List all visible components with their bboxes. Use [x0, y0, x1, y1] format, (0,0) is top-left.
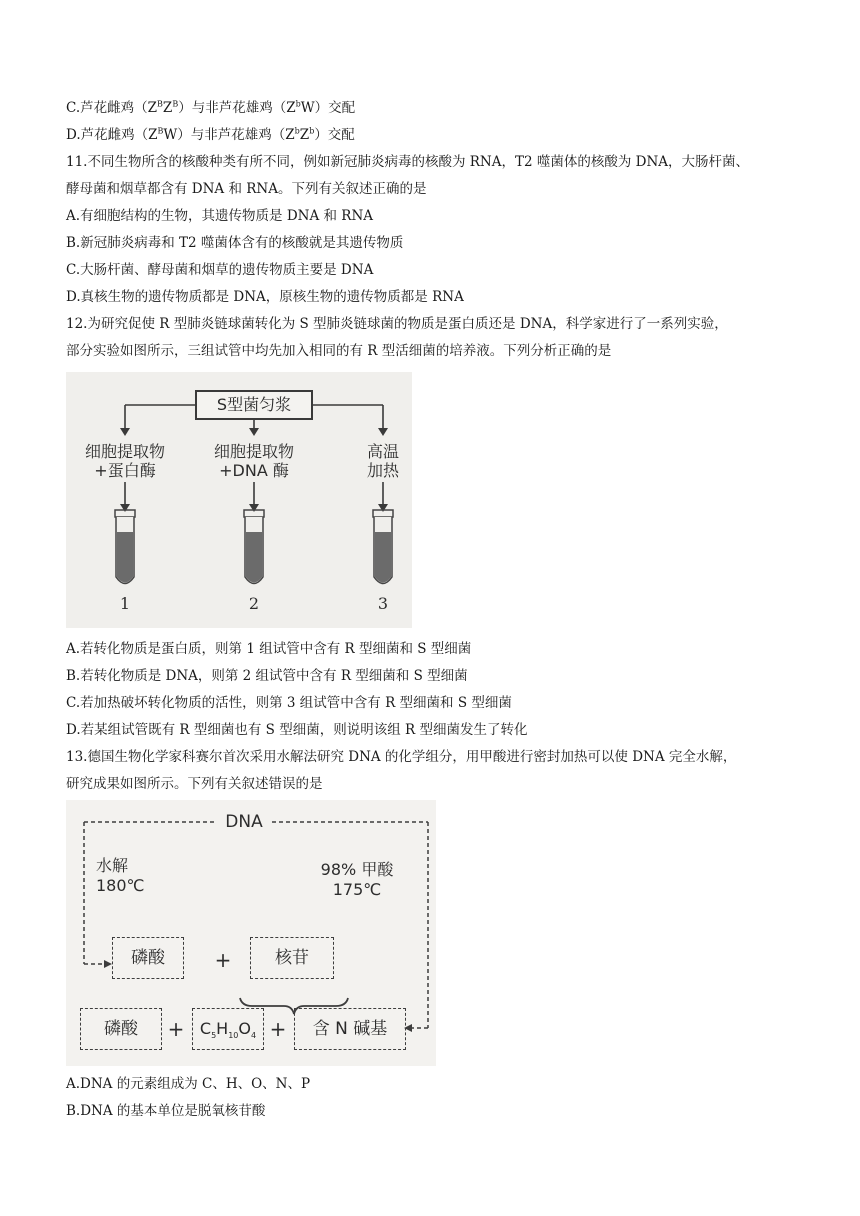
test-tube-3 [373, 510, 393, 584]
s-type-homogenate-box: S型菌匀浆 [195, 390, 313, 420]
question-12-stem-line2: 部分实验如图所示，三组试管中均先加入相同的有 R 型活细菌的培养液。下列分析正确的是 [66, 343, 612, 359]
phosphate-box-bottom: 磷酸 [80, 1008, 162, 1050]
plus-sign-3: + [269, 1017, 287, 1041]
deoxyribose-formula-box: $C_5H_{10}O_4$ [192, 1008, 264, 1050]
tube-3-number: 3 [377, 594, 389, 613]
hydrolysis-condition-right: 98% 甲酸 175℃ [320, 860, 394, 899]
option-b-q11: B.新冠肺炎病毒和 T2 噬菌体含有的核酸就是其遗传物质 [66, 235, 404, 251]
option-c-q10: C.芦花雌鸡$(Z^BZ^B)$与非芦花雄鸡$(Z^bW)$交配 [66, 99, 356, 116]
hydrolysis-condition-left: 水解 180℃ [96, 856, 145, 895]
plus-sign-1: + [214, 948, 232, 972]
tube-2-number: 2 [248, 594, 260, 613]
dna-label: DNA [225, 812, 263, 832]
test-tube-2 [244, 510, 264, 584]
tube-1-number: 1 [119, 594, 131, 613]
question-13-stem-line2: 研究成果如图所示。下列有关叙述错误的是 [66, 776, 323, 792]
test-tube-1 [115, 510, 135, 584]
nitrogenous-base-box: 含 N 碱基 [294, 1008, 406, 1050]
plus-sign-2: + [167, 1017, 185, 1041]
option-c-q12: C.若加热破坏转化物质的活性，则第 3 组试管中含有 R 型细菌和 S 型细菌 [66, 695, 512, 711]
group-3-label: 高温 加热 [366, 442, 399, 480]
option-c-q11: C.大肠杆菌、酵母菌和烟草的遗传物质主要是 DNA [66, 262, 374, 278]
group-1-label: 细胞提取物 +蛋白酶 [84, 442, 165, 480]
option-a-q13: A.DNA 的元素组成为 C、H、O、N、P [66, 1076, 311, 1092]
option-d-q12: D.若某组试管既有 R 型细菌也有 S 型细菌，则说明该组 R 型细菌发生了转化 [66, 722, 528, 738]
option-d-q10: D.芦花雌鸡$(Z^BW)$与非芦花雄鸡$(Z^bZ^b)$交配 [66, 126, 355, 143]
option-b-q13: B.DNA 的基本单位是脱氧核苷酸 [66, 1103, 266, 1119]
figure-transformation-experiment [66, 372, 412, 628]
option-b-q12: B.若转化物质是 DNA，则第 2 组试管中含有 R 型细菌和 S 型细菌 [66, 668, 468, 684]
option-a-q11: A.有细胞结构的生物，其遗传物质是 DNA 和 RNA [66, 208, 374, 224]
figure-dna-hydrolysis [66, 800, 436, 1066]
option-a-q12: A.若转化物质是蛋白质，则第 1 组试管中含有 R 型细菌和 S 型细菌 [66, 641, 472, 657]
phosphate-box-top: 磷酸 [112, 937, 184, 979]
question-13-stem-line1: 13.德国生物化学家科赛尔首次采用水解法研究 DNA 的化学组分，用甲酸进行密封加热可以使 DNA 完全水解， [66, 749, 737, 765]
nucleoside-box: 核苷 [250, 937, 334, 979]
group-2-label: 细胞提取物 +DNA 酶 [213, 442, 294, 480]
question-11-stem-line2: 酵母菌和烟草都含有 DNA 和 RNA。下列有关叙述正确的是 [66, 181, 427, 197]
question-12-stem-line1: 12.为研究促使 R 型肺炎链球菌转化为 S 型肺炎链球菌的物质是蛋白质还是 DNA，科学家进行了一系列实验， [66, 316, 728, 332]
question-11-stem-line1: 11.不同生物所含的核酸种类有所不同，例如新冠肺炎病毒的核酸为 RNA，T2 噬菌体的核酸为 DNA，大肠杆菌、 [66, 154, 750, 170]
option-d-q11: D.真核生物的遗传物质都是 DNA，原核生物的遗传物质都是 RNA [66, 289, 464, 305]
